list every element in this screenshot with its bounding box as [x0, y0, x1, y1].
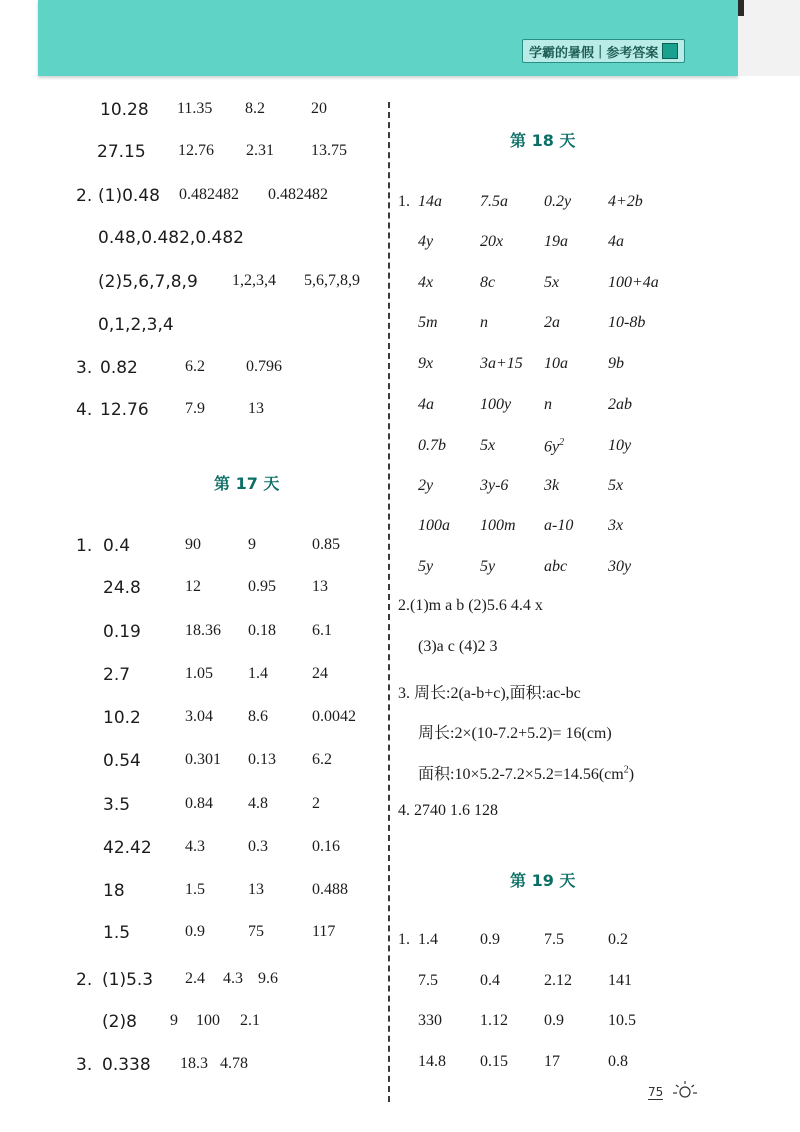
answer-cell: 18.36	[185, 622, 221, 639]
answer-cell: 0.338	[102, 1055, 151, 1075]
answer-cell: 17	[544, 1053, 560, 1070]
area-close: )	[628, 766, 635, 783]
answer-cell: 6.2	[185, 358, 205, 375]
answer-cell: 3.5	[103, 795, 131, 815]
question-number: 4.	[76, 400, 93, 420]
answer-cell: 5y	[418, 558, 434, 575]
answer-cell: 2.31	[246, 142, 274, 159]
day-19-heading: 第 19 天	[510, 871, 576, 890]
question-number: 3.	[76, 358, 93, 378]
answer-cell: 100y	[480, 396, 512, 413]
answer-cell: 1,2,3,4	[232, 272, 276, 289]
answer-cell: 4y	[418, 233, 434, 250]
answer-cell: 9b	[608, 355, 624, 372]
left-q2-line-4	[0, 315, 388, 341]
table-row	[398, 972, 788, 998]
question-number: 2.	[76, 186, 93, 206]
answer-cell: 141	[608, 972, 632, 989]
answer-line: 4. 2740 1.6 128	[398, 802, 498, 819]
answer-cell: 3k	[544, 477, 560, 494]
answer-cell: 0.19	[103, 622, 141, 642]
answer-cell: 4a	[418, 396, 434, 413]
answer-line: 周长:2×(10-7.2+5.2)= 16(cm)	[418, 725, 612, 742]
left-q2-line-1	[0, 186, 388, 212]
answer-cell: 20x	[480, 233, 504, 250]
answer-cell: 14a	[418, 193, 442, 210]
table-row	[398, 517, 788, 543]
book-icon	[662, 43, 678, 59]
table-row	[0, 923, 388, 949]
answer-cell: 0,1,2,3,4	[98, 315, 174, 335]
answer-cell: 3a+15	[480, 355, 523, 372]
left-q3	[0, 358, 388, 384]
answer-cell: 0.482482	[179, 186, 239, 203]
answer-line: 2.(1)m a b (2)5.6 4.4 x	[398, 597, 543, 614]
answer-cell: (2)5,6,7,8,9	[98, 272, 198, 292]
answer-cell: 3.04	[185, 708, 213, 725]
answer-cell: 75	[248, 923, 264, 940]
answer-cell: (2)8	[102, 1012, 137, 1032]
answer-cell: 24	[312, 665, 328, 682]
answer-cell: 1.05	[185, 665, 213, 682]
table-row	[0, 881, 388, 907]
table-row	[398, 396, 788, 422]
left-q2-line-3	[0, 272, 388, 298]
answer-cell: 42.42	[103, 838, 152, 858]
table-row	[0, 622, 388, 648]
column-divider	[388, 102, 390, 1102]
table-row	[398, 274, 788, 300]
answer-cell: n	[480, 314, 488, 331]
area-text: 面积:10×5.2-7.2×5.2=14.56(cm	[418, 766, 624, 783]
d17-q3	[0, 1055, 388, 1081]
answer-cell: 4a	[608, 233, 624, 250]
answer-cell: 0.85	[312, 536, 340, 553]
header-edge	[738, 0, 800, 76]
answer-cell: 13	[312, 578, 328, 595]
answer-cell: 11.35	[177, 100, 213, 117]
answer-cell: 10.5	[608, 1012, 636, 1029]
answer-cell: 0.0042	[312, 708, 356, 725]
answer-cell: 30y	[608, 558, 632, 575]
left-q2-line-2	[0, 228, 388, 254]
answer-cell: 2.1	[240, 1012, 260, 1029]
page-number: 75	[648, 1085, 664, 1099]
answer-cell: 8.6	[248, 708, 268, 725]
answer-line: (3)a c (4)2 3	[418, 638, 498, 655]
left-row-2	[0, 142, 388, 168]
answer-cell: 3x	[608, 517, 624, 534]
answer-cell: 100+4a	[608, 274, 659, 291]
d18-q2-line-1	[398, 597, 788, 623]
table-row	[398, 314, 788, 340]
answer-cell: 7.5	[544, 931, 564, 948]
table-row	[0, 795, 388, 821]
question-number: 1.	[76, 536, 93, 556]
answer-cell: 0.7b	[418, 437, 446, 454]
table-row	[398, 193, 788, 219]
d18-q3-line-3	[398, 761, 788, 787]
table-row	[398, 477, 788, 503]
answer-cell: 8c	[480, 274, 496, 291]
answer-cell: 2.7	[103, 665, 131, 685]
section-title: 参考答案	[606, 45, 659, 61]
header-separator: |	[598, 43, 603, 59]
answer-cell: 2.4	[185, 970, 205, 987]
table-row	[398, 437, 788, 463]
answer-cell: 1.4	[418, 931, 438, 948]
answer-cell: 20	[311, 100, 327, 117]
answer-cell: 1.12	[480, 1012, 508, 1029]
answer-cell: 100a	[418, 517, 450, 534]
answer-cell: 6.1	[312, 622, 332, 639]
d18-q4	[398, 802, 788, 828]
answer-cell: 2a	[544, 314, 560, 331]
d17-q2-line-1	[0, 970, 388, 996]
answer-cell: 18.3	[180, 1055, 208, 1072]
answer-cell: 10a	[544, 355, 568, 372]
answer-cell: 4.3	[223, 970, 243, 987]
answer-cell: 0.9	[480, 931, 500, 948]
table-row	[0, 665, 388, 691]
table-row	[398, 355, 788, 381]
left-q4	[0, 400, 388, 426]
answer-cell: 4.8	[248, 795, 268, 812]
answer-cell: 2.12	[544, 972, 572, 989]
answer-cell: 330	[418, 1012, 442, 1029]
answer-cell: 0.13	[248, 751, 276, 768]
answer-cell: $6y^2$	[544, 437, 565, 456]
answer-cell: 9	[248, 536, 256, 553]
table-row	[0, 578, 388, 604]
answer-cell: 27.15	[97, 142, 146, 162]
answer-cell: 0.2y	[544, 193, 572, 210]
answer-cell: 7.9	[185, 400, 205, 417]
answer-cell: 12	[185, 578, 201, 595]
answer-cell: 90	[185, 536, 201, 553]
answer-cell: 0.301	[185, 751, 221, 768]
answer-cell: 4.78	[220, 1055, 248, 1072]
answer-cell: 9	[170, 1012, 178, 1029]
answer-cell: 5y	[480, 558, 496, 575]
question-number: 3.	[76, 1055, 93, 1075]
answer-cell: (1)0.48	[98, 186, 160, 206]
day-17-heading: 第 17 天	[214, 474, 280, 493]
question-number: 1.	[398, 193, 410, 210]
answer-cell: 6.2	[312, 751, 332, 768]
left-row-1	[0, 100, 388, 126]
answer-cell: 5x	[608, 477, 624, 494]
answer-cell: 19a	[544, 233, 568, 250]
answer-cell: 5m	[418, 314, 438, 331]
answer-cell: 5,6,7,8,9	[304, 272, 360, 289]
answer-cell: 14.8	[418, 1053, 446, 1070]
answer-cell: 3y-6	[480, 477, 509, 494]
table-row	[0, 536, 388, 562]
table-row	[398, 931, 788, 957]
answer-cell: 1.4	[248, 665, 268, 682]
answer-cell: (1)5.3	[102, 970, 154, 990]
answer-cell: n	[544, 396, 552, 413]
answer-line: 3. 周长:2(a-b+c),面积:ac-bc	[398, 685, 581, 702]
superscript: 2	[623, 764, 629, 776]
table-row	[0, 708, 388, 734]
day-18-heading: 第 18 天	[510, 131, 576, 150]
answer-cell: 2ab	[608, 396, 632, 413]
answer-cell: 0.16	[312, 838, 340, 855]
answer-cell: 1.5	[185, 881, 205, 898]
answer-cell: 0.8	[608, 1053, 628, 1070]
answer-cell: 0.2	[608, 931, 628, 948]
answer-cell: 0.482482	[268, 186, 328, 203]
answer-cell: 13	[248, 400, 264, 417]
question-number: 2.	[76, 970, 93, 990]
answer-cell: 7.5	[418, 972, 438, 989]
d18-q3-line-2	[398, 720, 788, 746]
header-notch	[738, 0, 744, 16]
answer-cell: 10y	[608, 437, 632, 454]
answer-cell: 1.5	[103, 923, 131, 943]
answer-cell: 0.84	[185, 795, 213, 812]
answer-cell: 0.95	[248, 578, 276, 595]
answer-cell: 0.796	[246, 358, 282, 375]
answer-cell: 4x	[418, 274, 434, 291]
answer-cell: 10.2	[103, 708, 141, 728]
answer-cell: 4.3	[185, 838, 205, 855]
table-row	[398, 233, 788, 259]
answer-cell: 0.15	[480, 1053, 508, 1070]
answer-cell: 13	[248, 881, 264, 898]
table-row	[398, 558, 788, 584]
answer-cell: 9x	[418, 355, 434, 372]
header-banner	[38, 0, 738, 76]
answer-cell: 0.4	[103, 536, 131, 556]
answer-cell: 8.2	[245, 100, 265, 117]
answer-cell: 2y	[418, 477, 434, 494]
answer-cell: 4+2b	[608, 193, 643, 210]
answer-cell: 9.6	[258, 970, 278, 987]
answer-cell: 100	[196, 1012, 220, 1029]
answer-cell: 0.9	[185, 923, 205, 940]
sun-icon	[672, 1079, 698, 1101]
answer-cell: 0.82	[100, 358, 138, 378]
answer-cell: abc	[544, 558, 568, 575]
d18-q2-line-2	[398, 638, 788, 664]
answer-cell: 13.75	[311, 142, 347, 159]
table-row	[0, 751, 388, 777]
answer-cell: 12.76	[178, 142, 214, 159]
answer-cell: 0.488	[312, 881, 348, 898]
superscript: 2	[559, 437, 565, 448]
question-number: 1.	[398, 931, 410, 948]
answer-line	[418, 761, 634, 784]
answer-cell: a-10	[544, 517, 574, 534]
answer-cell: 0.54	[103, 751, 141, 771]
table-row	[0, 838, 388, 864]
answer-cell: 2	[312, 795, 320, 812]
table-row	[398, 1012, 788, 1038]
answer-cell: 0.3	[248, 838, 268, 855]
answer-cell: 10.28	[100, 100, 149, 120]
answer-cell: 0.4	[480, 972, 500, 989]
answer-cell: 0.9	[544, 1012, 564, 1029]
d18-q3-line-1	[398, 680, 788, 706]
answer-cell: 100m	[480, 517, 516, 534]
table-row	[398, 1053, 788, 1079]
answer-cell: 5x	[544, 274, 560, 291]
series-title: 学霸的暑假	[529, 45, 595, 61]
answer-cell: 0.48,0.482,0.482	[98, 228, 244, 248]
answer-cell: 5x	[480, 437, 496, 454]
header-badge	[522, 39, 685, 63]
answer-cell: 10-8b	[608, 314, 646, 331]
answer-cell: 117	[312, 923, 336, 940]
answer-cell: 18	[103, 881, 125, 901]
d17-q2-line-2	[0, 1012, 388, 1038]
answer-cell: 24.8	[103, 578, 141, 598]
answer-cell: 0.18	[248, 622, 276, 639]
answer-cell: 12.76	[100, 400, 149, 420]
answer-cell: 7.5a	[480, 193, 508, 210]
